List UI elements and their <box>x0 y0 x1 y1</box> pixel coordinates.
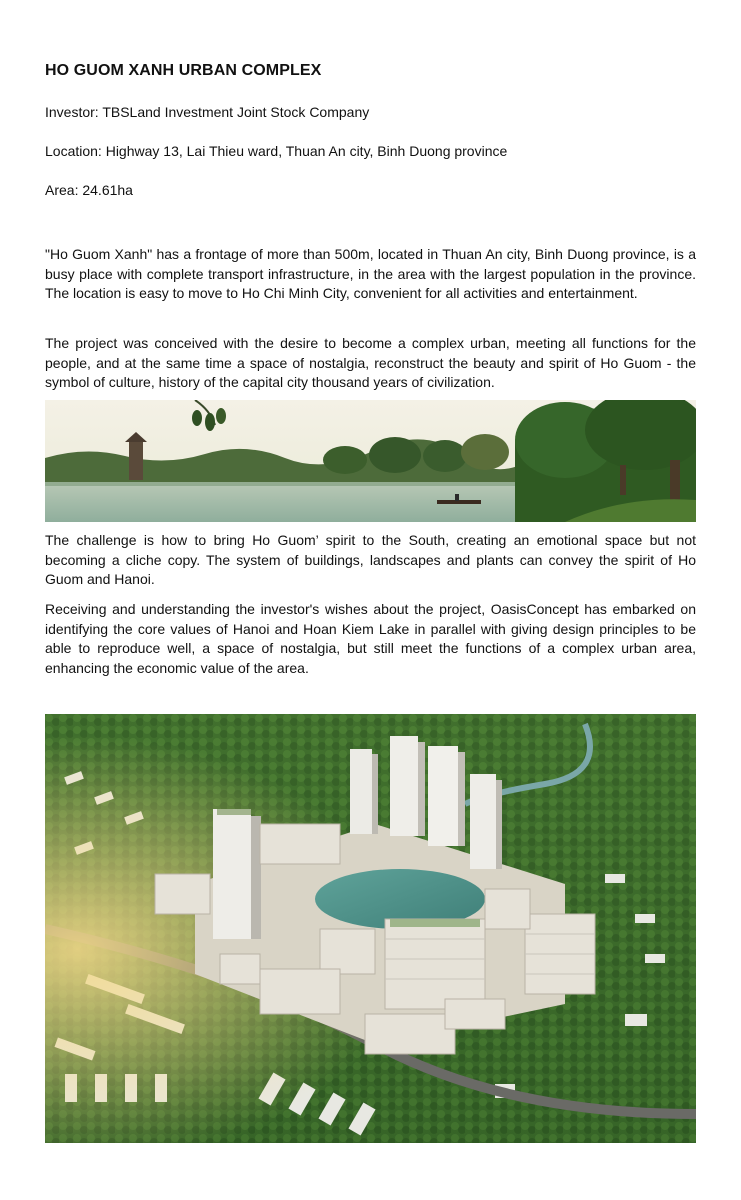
investor-line: Investor: TBSLand Investment Joint Stock Company <box>45 104 370 120</box>
paragraph-challenge: The challenge is how to bring Ho Guom’ spirit to the South, creating an emotional space but not becoming a cliche copy. The system of buildings, landscapes and plants can convey the spirit of Ho Guom and Hanoi. <box>45 532 696 587</box>
paragraph-concept: The project was conceived with the desire to become a complex urban, meeting all functions for the people, and at the same time a space of nostalgia, reconstruct the beauty and spirit of Ho Guom - the symbol of culture, history of the capital city thousand years of civilization. <box>45 335 696 390</box>
lake-photo <box>45 400 696 522</box>
page-title: HO GUOM XANH URBAN COMPLEX <box>45 62 322 79</box>
location-line: Location: Highway 13, Lai Thieu ward, Thuan An city, Binh Duong province <box>45 143 508 159</box>
paragraph-intro: "Ho Guom Xanh" has a frontage of more than 500m, located in Thuan An city, Binh Duong province, is a busy place with complete transport infrastructure, in the area with the largest population in the province. The location is easy to move to Ho Chi Minh City, convenient for all activities and entertainment. <box>45 246 696 301</box>
area-line: Area: 24.61ha <box>45 182 133 198</box>
paragraph-approach: Receiving and understanding the investor's wishes about the project, OasisConcept has embarked on identifying the core values of Hanoi and Hoan Kiem Lake in parallel with giving design principles to be able to reproduce well, a space of nostalgia, but still meet the functions of a complex urban area, enhancing the economic value of the area. <box>45 601 696 676</box>
aerial-render-image <box>45 714 696 1143</box>
